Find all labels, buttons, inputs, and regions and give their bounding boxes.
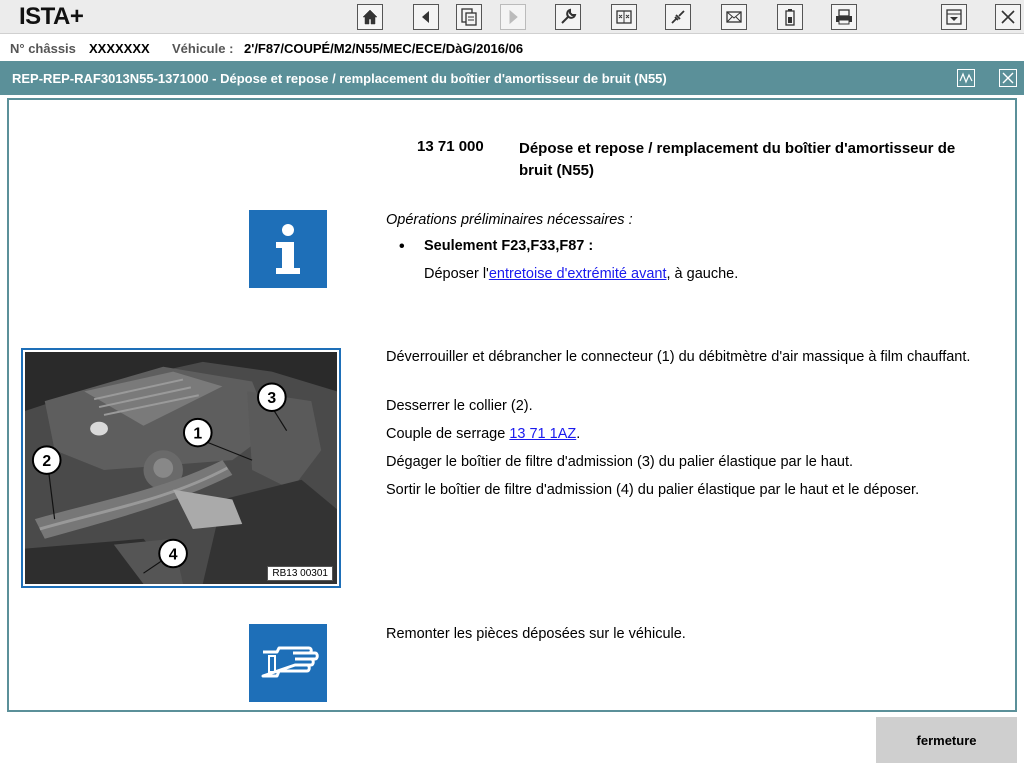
mail-icon[interactable] [721,4,747,30]
bullet-marker: • [399,238,405,255]
svg-text:1: 1 [193,425,203,443]
step-2: Desserrer le collier (2). [386,398,533,414]
torque-link[interactable]: 13 71 1AZ [509,426,577,442]
top-toolbar [0,0,1024,34]
back-icon[interactable] [413,4,439,30]
engine-photo[interactable] [21,348,341,588]
prelim-text: Déposer l' [424,266,489,282]
step-3 [386,424,580,445]
vehicle-value: 2'/F87/COUPÉ/M2/N55/MEC/ECE/DàG/2016/06 [244,41,524,56]
callout-2 [33,446,61,474]
callout-4 [159,540,187,568]
documents-icon[interactable] [456,4,482,30]
waveform-icon[interactable] [957,69,975,87]
prelim-text-end: , à gauche. [666,266,739,282]
battery-icon[interactable] [777,4,803,30]
close-button[interactable]: fermeture [876,717,1017,763]
close-document-icon[interactable] [999,69,1017,87]
measurement-icon[interactable] [611,4,637,30]
minimize-icon[interactable] [941,4,967,30]
prelim-link[interactable]: entretoise d'extrémité avant [488,266,667,282]
vehicle-label: Véhicule : [172,41,234,56]
home-icon[interactable] [357,4,383,30]
vehicle-info-bar [0,36,1024,60]
document-header-bar [0,61,1024,95]
procedure-title: Dépose et repose / remplacement du boîtier d'amortisseur de bruit (N55) [519,140,956,179]
step-3-text: Couple de serrage [386,426,510,442]
step-3-end: . [576,426,581,442]
prelim-models: Seulement F23,F33,F87 : [424,238,594,254]
prelim-heading: Opérations préliminaires nécessaires : [386,212,633,228]
engine-bay-illustration [25,352,337,584]
wrench-icon[interactable] [555,4,581,30]
print-icon[interactable] [831,4,857,30]
pointing-hand-icon [249,624,327,702]
step-4: Dégager le boîtier de filtre d'admission (3) du palier élastique par le haut. [386,454,854,470]
chassis-label: N° châssis [10,41,76,56]
svg-text:4: 4 [168,546,178,564]
step-1: Déverrouiller et débrancher le connecteur (1) du débitmètre d'air massique à film chauffant. [386,349,971,365]
prelim-instruction [424,264,738,285]
svg-text:2: 2 [42,453,52,471]
reinstall-instruction: Remonter les pièces déposées sur le véhicule. [386,626,686,642]
connection-icon[interactable] [665,4,691,30]
app-title: ISTA+ [19,3,84,30]
document-header-title: REP-REP-RAF3013N55-1371000 - Dépose et repose / remplacement du boîtier d'amortisseur de bruit (N55) [12,71,667,86]
callout-1 [184,419,212,447]
document-content [7,98,1017,712]
info-icon [249,210,327,288]
image-reference: RB13 00301 [267,566,333,581]
procedure-number: 13 71 000 [417,138,484,155]
callout-3 [258,383,286,411]
step-5: Sortir le boîtier de filtre d'admission (4) du palier élastique par le haut et le déposer. [386,482,920,498]
close-icon[interactable] [995,4,1021,30]
chassis-value: XXXXXXX [89,41,150,56]
forward-icon[interactable] [500,4,526,30]
svg-text:3: 3 [267,390,277,408]
